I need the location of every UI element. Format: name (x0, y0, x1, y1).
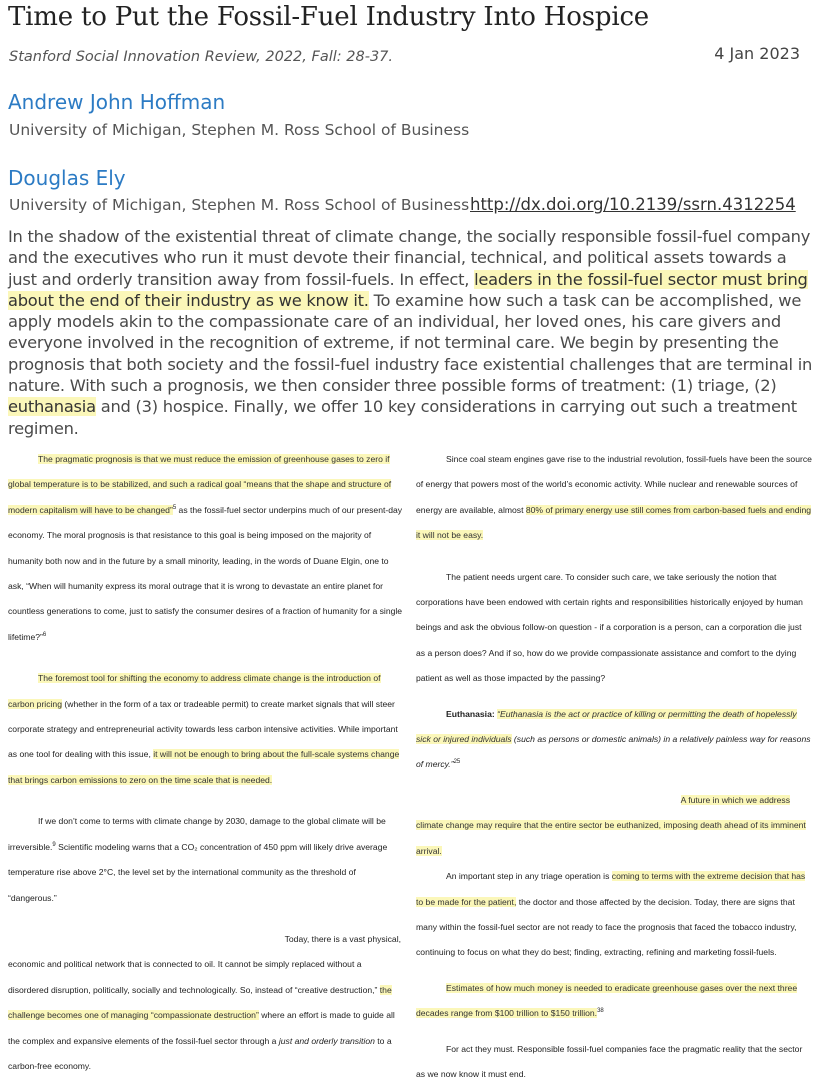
paragraph: The patient needs urgent care. To consider such care, we take seriously the notion that corporations have been endowed with certain rights and responsibilities historically enjoyed by human beings and ask the obvious follow-on question - if a corporation is a person, can a corporation die just as a person does? And if so, how do we provide compassionate assistance and comfort to the dying patient as well as those impacted by the passing? (416, 571, 803, 684)
text: (such as persons or domestic animals) in a relatively painless way for reasons of mercy.” (416, 734, 811, 770)
text: economic and political network that is connected to oil. It cannot be simply replaced without a disordered disruption, politically, socially and technologically. So, instead of “creative destruction,” (8, 959, 380, 995)
paragraph-lead: Today, there is a vast physical, (284, 933, 401, 944)
italic-text: just and orderly transition (278, 1035, 375, 1046)
paragraph (416, 447, 812, 549)
abstract-text: To examine how such a task can be accomplished, we apply models akin to the compassionate care of an individual, her loved ones, his care givers and everyone involved in the recognition of extreme, if not terminal care. We begin by presenting the prognosis that both society and the fossil-fuel industry face existential challenges that are terminal in nature. With such a prognosis, we then consider three possible forms of treatment: (1) triage, (2) (8, 290, 813, 396)
highlight: Estimates of how much money is needed to eradicate greenhouse gases over the next three decades range from $100 trillion to $150 trillion. (416, 982, 798, 1019)
paragraph (8, 809, 403, 911)
footnote-ref[interactable]: 9 (52, 841, 56, 848)
text: Since coal steam engines gave rise to the industrial revolution, fossil-fuels have been the source of energy that powers most of the world’s economic activity. While nuclear and renewable sources of energy are available, almost (416, 454, 812, 515)
highlight: climate change may require that the entire sector be euthanized, imposing death ahead of its imminent arrival. (416, 820, 806, 856)
highlight: A future in which we address (680, 794, 790, 805)
publication-date: 4 Jan 2023 (714, 44, 800, 63)
text: (whether in the form of a tax or tradeable permit) to create market signals that will steer corporate strategy and entrepreneurial activity towards less carbon intensive activities. While important as one tool for dealing with this issue, (8, 698, 398, 760)
paragraph (8, 952, 403, 1079)
author-name-2[interactable]: Douglas Ely (8, 166, 126, 190)
paragraph (416, 813, 812, 864)
highlight: “Euthanasia is the act or practice of killing or permitting the death of hopelessly sick or injured individuals (416, 708, 797, 745)
right-column (416, 447, 812, 1087)
footnote-ref[interactable]: 5 (172, 504, 177, 511)
paragraph (8, 666, 403, 793)
text: to a carbon-free economy. (8, 1035, 392, 1071)
author-affiliation-2: University of Michigan, Stephen M. Ross School of Business (9, 196, 470, 214)
doi-link[interactable]: http://dx.doi.org/10.2139/ssrn.4312254 (470, 195, 796, 214)
paragraph (8, 447, 403, 650)
paragraph-lead (416, 788, 812, 813)
term-label: Euthanasia: (446, 708, 495, 719)
paragraph (416, 976, 812, 1027)
text: If we don’t come to terms with climate change by 2030, damage to the global climate will be irreversible. (8, 816, 386, 852)
text: Scientific modeling warns that a CO₂ concentration of 450 ppm will likely drive average temperature rise above 2°C, the level set by the international community as the threshold of “dangerous.” (8, 841, 388, 903)
author-affiliation-1: University of Michigan, Stephen M. Ross School of Business (9, 121, 470, 139)
highlight: the challenge becomes one of managing “compassionate destruction” (8, 984, 392, 1021)
left-column (8, 447, 403, 1079)
abstract-text: In the shadow of the existential threat of climate change, the socially responsible fossil-fuel company and the executives who run it must devote their financial, technical, and political assets towards a just and orderly transition away from fossil-fuels. In effect, (8, 227, 811, 289)
text: the doctor and those affected by the decision. Today, there are signs that many within the fossil-fuel sector are not ready to face the prognosis that faced the tobacco industry, continuing to focus on what they do best; finding, extracting, refining and marketing fossil-fuels. (416, 896, 797, 958)
page-title: Time to Put the Fossil-Fuel Industry Into Hospice (8, 2, 649, 32)
author-name-1[interactable]: Andrew John Hoffman (8, 90, 226, 114)
highlight: The pragmatic prognosis is that we must reduce the emission of greenhouse gases to zero if global temperature is to be stabilized, and such a radical goal “means that the shape and structure of modern capitalism will have to be changed” (8, 454, 392, 515)
highlight: it will not be enough to bring about the full-scale systems change that brings carbon emissions to zero on the time scale that is needed. (8, 749, 400, 785)
journal-citation: Stanford Social Innovation Review, 2022, Fall: 28-37. (9, 49, 394, 65)
footnote-ref[interactable]: 38 (597, 1008, 604, 1015)
highlight: coming to terms with the extreme decision that has to be made for the patient, (416, 871, 806, 907)
highlight: 80% of primary energy use still comes from carbon-based fuels and ending it will not be easy. (416, 504, 812, 541)
text: as the fossil-fuel sector underpins much of our present-day economy. The moral prognosis is that resistance to this goal is being imposed on the majority of humanity both now and in the future by a small minority, leading, in the words of Duane Elgin, one to ask, “When will humanity express its moral outrage that it is wrong to devastate an entire planet for countless generations to come, just to satisfy the consumer desires of a fraction of humanity for a single lifetime?” (8, 504, 403, 642)
highlight: The foremost tool for shifting the economy to address climate change is the introduction of carbon pricing (8, 673, 381, 709)
text: An important step in any triage operation is (446, 871, 612, 882)
footnote-ref[interactable]: 25 (453, 759, 461, 766)
abstract-highlight: euthanasia (8, 397, 96, 417)
paragraph: For act they must. Responsible fossil-fuel companies face the pragmatic reality that the sector as we now know it must end. (416, 1043, 803, 1079)
paragraph (416, 864, 812, 966)
abstract-text: and (3) hospice. Finally, we offer 10 key considerations in carrying out such a treatment regimen. (8, 397, 797, 438)
paragraph (416, 702, 812, 778)
footnote-ref[interactable]: 6 (42, 631, 47, 638)
text: where an effort is made to guide all the complex and expansive elements of the fossil-fuel sector through a (8, 1010, 395, 1046)
abstract-highlight: leaders in the fossil-fuel sector must bring about the end of their industry as we know it. (8, 269, 808, 310)
abstract (8, 226, 814, 439)
